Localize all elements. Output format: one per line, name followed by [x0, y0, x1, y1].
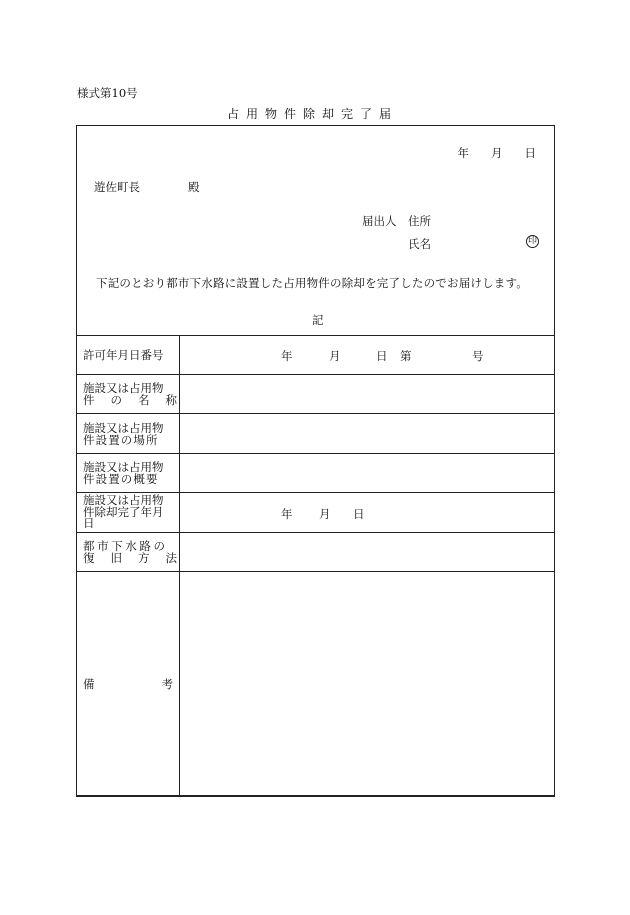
label-char: 法 [165, 551, 177, 565]
table-row-remarks [77, 572, 555, 797]
removal-month-label: 月 [319, 506, 331, 521]
facility-location-label [77, 414, 180, 454]
remarks-label [77, 572, 180, 797]
facility-name-label [77, 375, 180, 414]
table-row-facility-overview [77, 454, 555, 493]
table-row-permit [77, 336, 555, 375]
label-char: 名 [138, 393, 150, 407]
facility-overview-value[interactable] [180, 454, 555, 493]
permit-dai-label: 第 [400, 349, 412, 363]
removal-date-label [77, 493, 180, 533]
remarks-value[interactable] [180, 572, 555, 797]
table-row-facility-name [77, 375, 555, 414]
facility-location-label-line1: 施設又は占用物 [83, 420, 164, 435]
form-title: 占用物件除却完了届 [227, 107, 399, 121]
permit-go-label: 号 [472, 349, 484, 363]
restoration-value[interactable] [180, 533, 555, 572]
label-char: 備 [83, 677, 95, 691]
facility-overview-label-line2: 件設置の概要 [83, 472, 159, 486]
statement-text: 下記のとおり都市下水路に設置した占用物件の除却を完了したのでお届けします。 [96, 276, 528, 290]
form-header [77, 126, 554, 336]
table-row-facility-location [77, 414, 555, 454]
table-row-restoration [77, 533, 555, 572]
permit-label: 許可年月日番号 [77, 336, 180, 375]
table-row-removal-date [77, 493, 555, 533]
label-char: 考 [161, 677, 173, 691]
facility-location-value[interactable] [180, 414, 555, 454]
permit-day-label: 日 [376, 349, 388, 363]
removal-year-label: 年 [281, 506, 293, 521]
permit-value[interactable] [180, 336, 555, 375]
removal-date-label-line1: 施設又は占用物 [83, 493, 164, 508]
form-frame [76, 125, 555, 796]
facility-name-label-line1: 施設又は占用物 [83, 381, 164, 395]
address-label: 住所 [408, 214, 431, 228]
label-char: 旧 [110, 551, 122, 565]
restoration-label-line2 [83, 552, 177, 564]
date-year-label: 年 [457, 146, 469, 160]
removal-day-label: 日 [353, 506, 365, 521]
restoration-label [77, 533, 180, 572]
label-char: 方 [138, 551, 150, 565]
date-month-label: 月 [491, 146, 503, 160]
name-label: 氏名 [408, 237, 431, 251]
removal-date-value[interactable] [180, 493, 555, 533]
addressee: 遊佐町長 [94, 180, 140, 194]
facility-location-label-line2: 件設置の場所 [83, 432, 159, 447]
label-char: 復 [83, 551, 95, 565]
remarks-label-line [83, 678, 177, 690]
submitter-label: 届出人 [362, 214, 397, 228]
facility-overview-label [77, 454, 180, 493]
seal-mark: 印 [527, 236, 537, 246]
label-char: 件 [83, 393, 95, 407]
label-char: 称 [165, 393, 177, 407]
form-number: 様式第10号 [77, 86, 138, 100]
removal-date-label-line2: 件除却完了年月 [83, 504, 164, 519]
facility-overview-label-line1: 施設又は占用物 [83, 460, 164, 474]
facility-name-value[interactable] [180, 375, 555, 414]
restoration-label-line1: 都市下水路の [83, 539, 168, 553]
facility-name-label-line2 [83, 394, 177, 406]
addressee-suffix: 殿 [188, 180, 200, 194]
date-day-label: 日 [524, 146, 536, 160]
removal-date-label-line3: 日 [83, 516, 95, 531]
submission-date [458, 145, 537, 161]
details-table [76, 335, 555, 797]
label-char: の [110, 393, 122, 407]
record-label: 記 [312, 313, 324, 327]
permit-month-label: 月 [329, 349, 341, 363]
permit-year-label: 年 [281, 349, 293, 363]
